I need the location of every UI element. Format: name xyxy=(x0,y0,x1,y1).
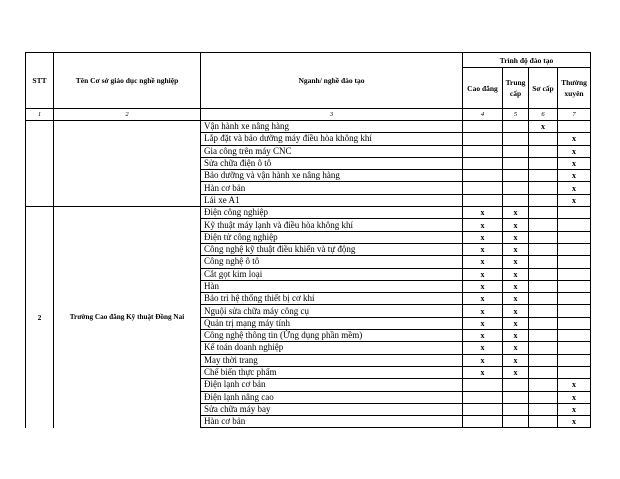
level-mark-cao-dang xyxy=(463,170,503,182)
level-mark-trung-cap xyxy=(503,194,529,206)
level-mark-thuong-xuyen xyxy=(558,280,591,292)
program-name-cell: Sửa chữa điện ô tô xyxy=(201,157,463,169)
header-level-group: Trình độ đào tạo xyxy=(463,53,591,68)
level-mark-cao-dang: x xyxy=(463,268,503,280)
program-name-cell: Công nghệ thông tin (Ứng dụng phần mềm) xyxy=(201,330,463,342)
level-mark-cao-dang: x xyxy=(463,231,503,243)
level-mark-trung-cap: x xyxy=(503,354,529,366)
level-mark-trung-cap xyxy=(503,379,529,391)
level-mark-trung-cap: x xyxy=(503,293,529,305)
level-mark-cao-dang: x xyxy=(463,243,503,255)
level-mark-trung-cap xyxy=(503,170,529,182)
table-row xyxy=(26,121,591,133)
program-name-cell: Bảo dưỡng và vận hành xe nâng hàng xyxy=(201,170,463,182)
program-name-cell: Kỹ thuật máy lạnh và điều hòa không khí xyxy=(201,219,463,231)
training-programs-table xyxy=(25,52,591,428)
school-name-cell xyxy=(54,121,201,207)
column-number: 7 xyxy=(558,109,591,121)
column-number-row xyxy=(26,109,591,121)
level-mark-cao-dang: x xyxy=(463,305,503,317)
header-school: Tên Cơ sở giáo dục nghề nghiệp xyxy=(54,53,201,109)
level-mark-thuong-xuyen: x xyxy=(558,194,591,206)
level-mark-trung-cap: x xyxy=(503,330,529,342)
level-mark-trung-cap: x xyxy=(503,342,529,354)
level-mark-trung-cap xyxy=(503,133,529,145)
level-mark-thuong-xuyen: x xyxy=(558,157,591,169)
level-mark-cao-dang xyxy=(463,403,503,415)
level-mark-thuong-xuyen xyxy=(558,207,591,219)
level-mark-thuong-xuyen xyxy=(558,256,591,268)
level-mark-so-cap xyxy=(529,194,558,206)
level-mark-so-cap xyxy=(529,145,558,157)
level-mark-thuong-xuyen xyxy=(558,243,591,255)
level-mark-so-cap xyxy=(529,293,558,305)
level-mark-cao-dang xyxy=(463,416,503,428)
level-mark-thuong-xuyen: x xyxy=(558,182,591,194)
level-mark-cao-dang xyxy=(463,145,503,157)
level-mark-trung-cap xyxy=(503,157,529,169)
level-mark-thuong-xuyen xyxy=(558,330,591,342)
level-mark-thuong-xuyen: x xyxy=(558,416,591,428)
level-mark-thuong-xuyen xyxy=(558,305,591,317)
level-mark-trung-cap xyxy=(503,391,529,403)
program-name-cell: Điện lạnh cơ bản xyxy=(201,379,463,391)
level-mark-trung-cap: x xyxy=(503,305,529,317)
level-mark-so-cap xyxy=(529,231,558,243)
header-program: Nganh/ nghề đào tạo xyxy=(201,53,463,109)
level-mark-trung-cap: x xyxy=(503,231,529,243)
level-mark-thuong-xuyen: x xyxy=(558,170,591,182)
level-mark-trung-cap xyxy=(503,145,529,157)
program-name-cell: Gia công trên máy CNC xyxy=(201,145,463,157)
level-mark-cao-dang xyxy=(463,391,503,403)
level-mark-thuong-xuyen xyxy=(558,121,591,133)
level-mark-cao-dang: x xyxy=(463,366,503,378)
level-mark-cao-dang: x xyxy=(463,280,503,292)
level-mark-thuong-xuyen xyxy=(558,317,591,329)
column-number: 5 xyxy=(503,109,529,121)
program-name-cell: Lái xe A1 xyxy=(201,194,463,206)
level-mark-so-cap xyxy=(529,243,558,255)
program-name-cell: Điện tử công nghiệp xyxy=(201,231,463,243)
level-mark-so-cap xyxy=(529,317,558,329)
level-mark-so-cap: x xyxy=(529,121,558,133)
program-name-cell: May thời trang xyxy=(201,354,463,366)
school-name-cell: Trường Cao đẳng Kỹ thuật Đồng Nai xyxy=(54,207,201,428)
level-mark-trung-cap xyxy=(503,416,529,428)
program-name-cell: Vận hành xe nâng hàng xyxy=(201,121,463,133)
level-mark-thuong-xuyen xyxy=(558,268,591,280)
level-mark-so-cap xyxy=(529,133,558,145)
level-mark-trung-cap: x xyxy=(503,243,529,255)
level-mark-thuong-xuyen: x xyxy=(558,391,591,403)
program-name-cell: Điện công nghiệp xyxy=(201,207,463,219)
table-row xyxy=(26,207,591,219)
level-mark-trung-cap: x xyxy=(503,317,529,329)
column-number: 4 xyxy=(463,109,503,121)
level-mark-so-cap xyxy=(529,403,558,415)
level-mark-so-cap xyxy=(529,416,558,428)
level-mark-so-cap xyxy=(529,305,558,317)
level-mark-cao-dang: x xyxy=(463,256,503,268)
level-mark-cao-dang xyxy=(463,157,503,169)
level-mark-so-cap xyxy=(529,207,558,219)
level-mark-so-cap xyxy=(529,157,558,169)
program-name-cell: Công nghệ kỹ thuật điều khiển và tự động xyxy=(201,243,463,255)
program-name-cell: Điện lạnh nâng cao xyxy=(201,391,463,403)
program-name-cell: Bảo trì hệ thống thiết bị cơ khí xyxy=(201,293,463,305)
program-name-cell: Quản trị mạng máy tính xyxy=(201,317,463,329)
level-mark-so-cap xyxy=(529,268,558,280)
level-mark-cao-dang: x xyxy=(463,293,503,305)
level-mark-thuong-xuyen xyxy=(558,293,591,305)
level-mark-so-cap xyxy=(529,366,558,378)
level-mark-trung-cap: x xyxy=(503,256,529,268)
level-mark-trung-cap: x xyxy=(503,207,529,219)
stt-cell xyxy=(26,121,54,207)
program-name-cell: Hàn xyxy=(201,280,463,292)
column-number: 3 xyxy=(201,109,463,121)
header-stt: STT xyxy=(26,53,54,109)
level-mark-trung-cap: x xyxy=(503,366,529,378)
program-name-cell: Hàn cơ bản xyxy=(201,182,463,194)
header-level-thuong-xuyen: Thường xuyên xyxy=(558,68,591,109)
level-mark-cao-dang xyxy=(463,133,503,145)
level-mark-thuong-xuyen xyxy=(558,366,591,378)
level-mark-trung-cap xyxy=(503,182,529,194)
stt-cell: 2 xyxy=(26,207,54,428)
level-mark-trung-cap xyxy=(503,403,529,415)
level-mark-so-cap xyxy=(529,170,558,182)
level-mark-cao-dang xyxy=(463,194,503,206)
level-mark-so-cap xyxy=(529,182,558,194)
program-name-cell: Cắt gọt kim loại xyxy=(201,268,463,280)
level-mark-trung-cap: x xyxy=(503,280,529,292)
level-mark-thuong-xuyen xyxy=(558,354,591,366)
level-mark-cao-dang: x xyxy=(463,330,503,342)
level-mark-so-cap xyxy=(529,280,558,292)
program-name-cell: Hàn cơ bản xyxy=(201,416,463,428)
level-mark-so-cap xyxy=(529,219,558,231)
column-number: 2 xyxy=(54,109,201,121)
program-name-cell: Nguội sửa chữa máy công cụ xyxy=(201,305,463,317)
level-mark-thuong-xuyen xyxy=(558,342,591,354)
level-mark-thuong-xuyen xyxy=(558,219,591,231)
level-mark-cao-dang: x xyxy=(463,207,503,219)
program-name-cell: Lắp đặt và bảo dưỡng máy điều hòa không khí xyxy=(201,133,463,145)
level-mark-cao-dang xyxy=(463,379,503,391)
header-level-so-cap: Sơ cấp xyxy=(529,68,558,109)
level-mark-thuong-xuyen: x xyxy=(558,403,591,415)
level-mark-cao-dang: x xyxy=(463,354,503,366)
level-mark-thuong-xuyen: x xyxy=(558,133,591,145)
program-name-cell: Sửa chữa máy bay xyxy=(201,403,463,415)
level-mark-cao-dang xyxy=(463,121,503,133)
document-page xyxy=(25,52,591,428)
header-level-cao-dang: Cao đẳng xyxy=(463,68,503,109)
level-mark-thuong-xuyen: x xyxy=(558,145,591,157)
column-number: 6 xyxy=(529,109,558,121)
level-mark-trung-cap xyxy=(503,121,529,133)
level-mark-trung-cap: x xyxy=(503,219,529,231)
level-mark-so-cap xyxy=(529,342,558,354)
program-name-cell: Công nghệ ô tô xyxy=(201,256,463,268)
level-mark-so-cap xyxy=(529,379,558,391)
level-mark-trung-cap: x xyxy=(503,268,529,280)
header-level-trung-cap: Trung cấp xyxy=(503,68,529,109)
level-mark-so-cap xyxy=(529,391,558,403)
level-mark-so-cap xyxy=(529,256,558,268)
level-mark-cao-dang: x xyxy=(463,219,503,231)
level-mark-cao-dang: x xyxy=(463,317,503,329)
program-name-cell: Kế toán doanh nghiệp xyxy=(201,342,463,354)
level-mark-cao-dang: x xyxy=(463,342,503,354)
column-number: 1 xyxy=(26,109,54,121)
level-mark-thuong-xuyen xyxy=(558,231,591,243)
level-mark-so-cap xyxy=(529,330,558,342)
level-mark-so-cap xyxy=(529,354,558,366)
level-mark-cao-dang xyxy=(463,182,503,194)
program-name-cell: Chế biến thực phẩm xyxy=(201,366,463,378)
level-mark-thuong-xuyen: x xyxy=(558,379,591,391)
